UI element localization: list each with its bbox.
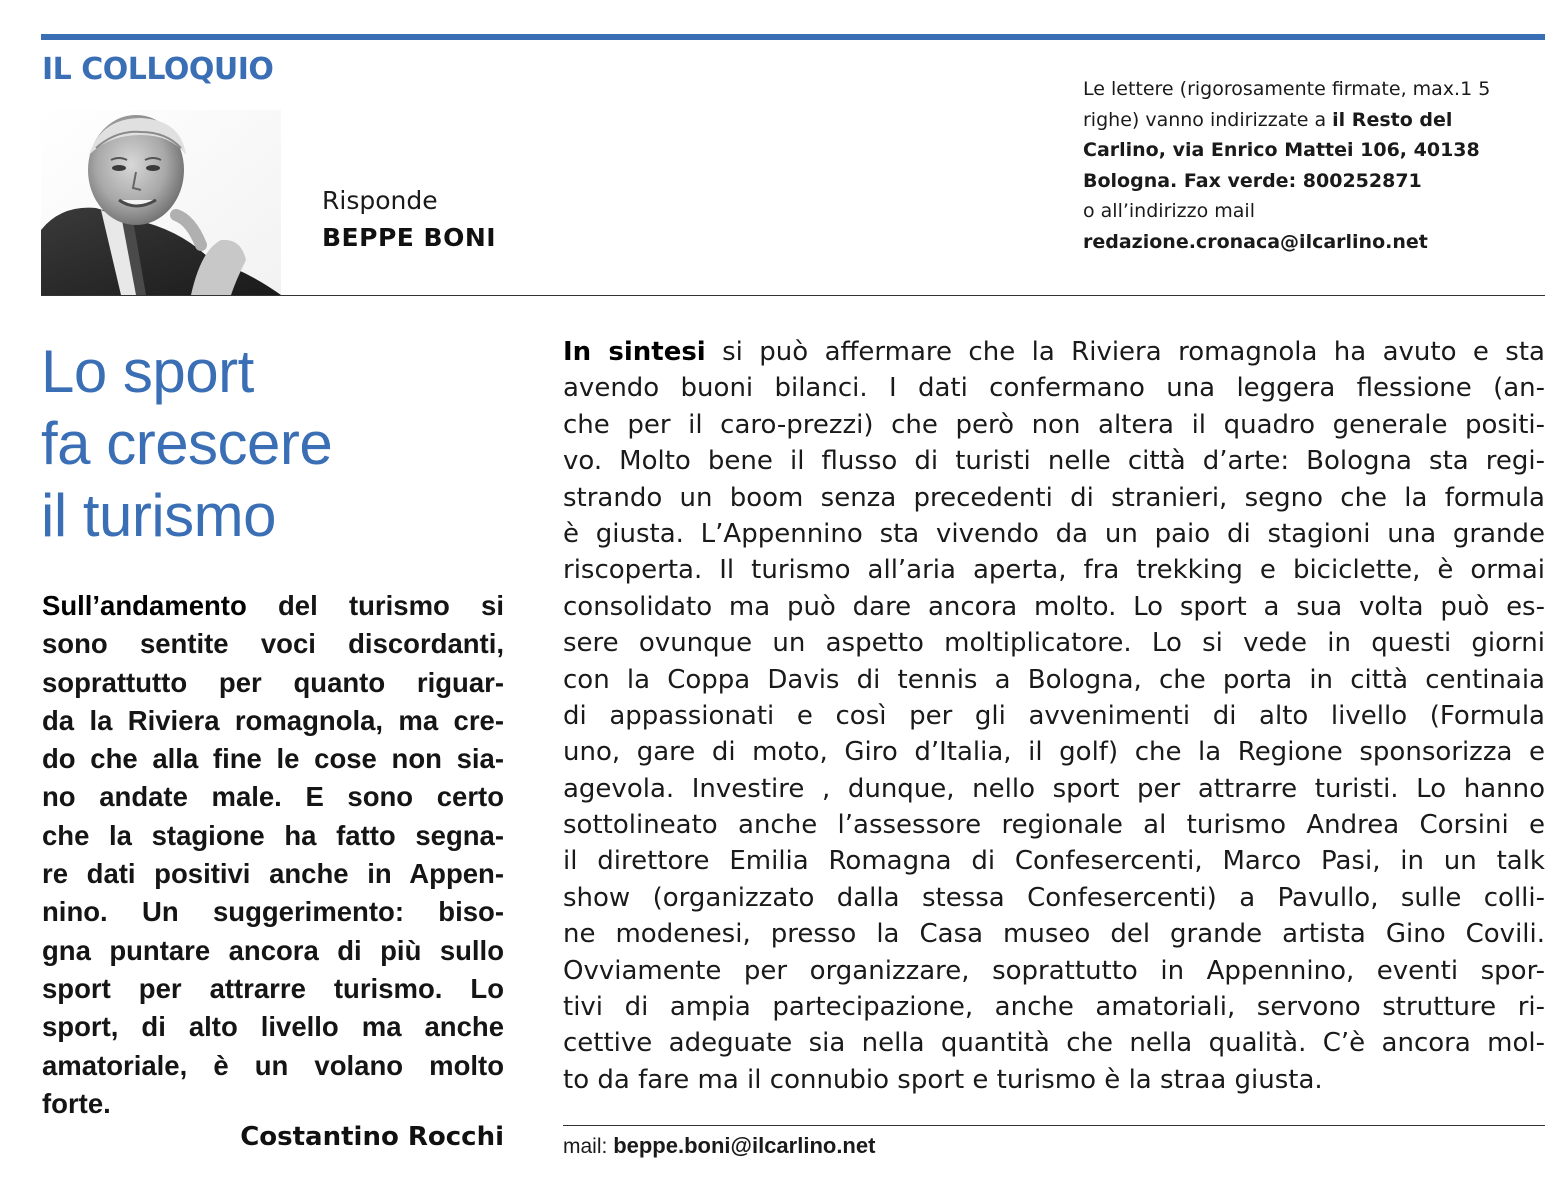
reply-line: il direttore Emilia Romagna di Confesercenti, Marco Pasi, in un talk (563, 846, 1545, 877)
note-line: Le lettere (rigorosamente firmate, max.1 5 (1083, 78, 1491, 100)
top-blue-rule (41, 34, 1545, 40)
section-label: IL COLLOQUIO (42, 52, 274, 87)
reply-line: sottolineato anche l’assessore regionale al turismo Andrea Corsini e (563, 810, 1545, 841)
headline-line: fa crescere (41, 410, 333, 477)
reply-line: ne modenesi, presso la Casa museo del grande artista Gino Covili. (563, 919, 1545, 950)
reply-line: con la Coppa Davis di tennis a Bologna, che porta in città centinaia (563, 664, 1545, 695)
letter-line: re dati positivi anche in Appen- (42, 858, 504, 890)
letter-line: no andate male. E sono certo (42, 781, 504, 813)
mail-label: mail: (563, 1135, 614, 1158)
mail-address-link[interactable]: beppe.boni@ilcarlino.net (613, 1133, 876, 1158)
note-email-link[interactable]: redazione.cronaca@ilcarlino.net (1083, 230, 1428, 253)
responder-intro: Risponde (322, 186, 438, 215)
reader-letter (42, 587, 504, 1123)
reply-line: consolidato ma può dare ancora molto. Lo sport a sua volta può es- (563, 591, 1545, 622)
note-address: Carlino, via Enrico Mattei 106, 40138 (1083, 139, 1480, 162)
reply-line: uno, gare di moto, Giro d’Italia, il golf) che la Regione sponsorizza e (563, 737, 1545, 768)
headline-line: il turismo (41, 482, 277, 549)
header-divider (41, 295, 1545, 296)
letter-line: nino. Un suggerimento: biso- (42, 896, 504, 928)
footer-divider (563, 1125, 1545, 1126)
letter-lead: Sull’andamento (42, 590, 247, 621)
reply-line: strando un boom senza precedenti di stranieri, segno che la formula (563, 482, 1545, 513)
reply-line: è giusta. L’Appennino sta vivendo da un paio di stagioni una grande (563, 518, 1545, 549)
reply-line: tivi di ampia partecipazione, anche amatoriali, servono strutture ri- (563, 992, 1545, 1023)
reply-line: vo. Molto bene il flusso di turisti nelle città d’arte: Bologna sta regi- (563, 446, 1545, 477)
author-portrait (41, 110, 281, 295)
reply-line: show (organizzato dalla stessa Confesercenti) a Pavullo, sulle colli- (563, 882, 1545, 913)
note-fax: Bologna. Fax verde: 800252871 (1083, 169, 1422, 192)
reply-text: si può affermare che la Riviera romagnola ha avuto e sta (705, 337, 1545, 367)
letter-line: sport, di alto livello ma anche (42, 1011, 504, 1043)
letters-submission-note (1083, 74, 1543, 258)
footer-mail (563, 1133, 875, 1159)
letter-line: forte. (42, 1087, 111, 1119)
letter-text: del turismo si (246, 590, 504, 621)
article-headline (41, 336, 511, 552)
letter-line: gna puntare ancora di più sullo (42, 934, 504, 966)
reply-line: to da fare ma il connubio sport e turismo è la straa giusta. (563, 1064, 1323, 1095)
note-line: o all’indirizzo mail (1083, 200, 1255, 223)
headline-line: Lo sport (41, 338, 254, 405)
letter-line: soprattutto per quanto riguar- (42, 666, 504, 698)
letter-line: da la Riviera romagnola, ma cre- (42, 704, 504, 736)
letter-signature: Costantino Rocchi (240, 1122, 504, 1152)
letter-line: do che alla fine le cose non sia- (42, 743, 504, 775)
letter-line: sport per attrarre turismo. Lo (42, 972, 504, 1004)
reply-line: che per il caro-prezzi) che però non altera il quadro generale positi- (563, 409, 1545, 440)
letter-line: che la stagione ha fatto segna- (42, 819, 504, 851)
note-text: righe) vanno indirizzate a (1083, 108, 1333, 131)
responder-block (322, 183, 496, 257)
reply-line: avendo buoni bilanci. I dati confermano una leggera flessione (an- (563, 373, 1545, 404)
editor-reply (563, 334, 1545, 1098)
reply-line (563, 334, 1545, 370)
note-line (1083, 105, 1543, 136)
responder-name: BEPPE BONI (322, 223, 497, 252)
newspaper-name: il Resto del (1332, 108, 1453, 131)
letter-line (42, 587, 504, 625)
reply-line: agevola. Investire , dunque, nello sport per attrarre turisti. Lo hanno (563, 773, 1545, 804)
letter-line: sono sentite voci discordanti, (42, 628, 504, 660)
reply-lead: In sintesi (563, 337, 706, 367)
reply-line: riscoperta. Il turismo all’aria aperta, fra trekking e biciclette, è ormai (563, 555, 1545, 586)
letter-line: amatoriale, è un volano molto (42, 1049, 504, 1081)
reply-line: cettive adeguate sia nella quantità che nella qualità. C’è ancora mol- (563, 1028, 1545, 1059)
reply-line: di appassionati e così per gli avvenimenti di alto livello (Formula (563, 700, 1545, 731)
reply-line: sere ovunque un aspetto moltiplicatore. Lo si vede in questi giorni (563, 628, 1545, 659)
reply-line: Ovviamente per organizzare, soprattutto in Appennino, eventi spor- (563, 955, 1545, 986)
